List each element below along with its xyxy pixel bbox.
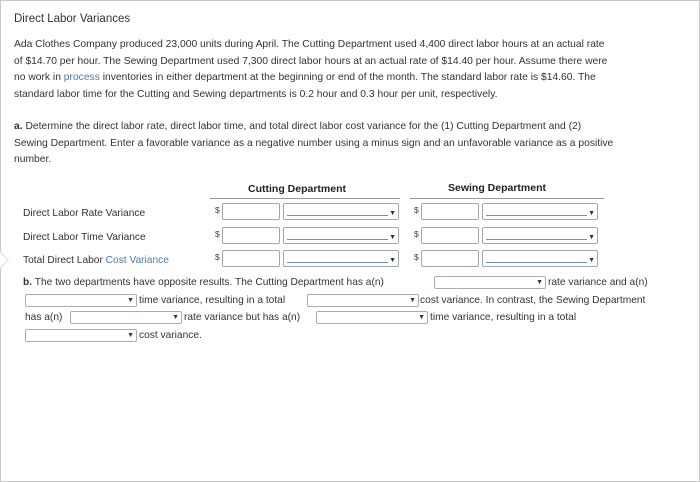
sewing-total-cost-variance-input[interactable] <box>421 250 479 267</box>
select-underline <box>486 262 587 263</box>
problem-statement <box>14 37 694 104</box>
cost-variance-link[interactable]: Cost Variance <box>105 255 169 266</box>
cutting-rate-result-select[interactable] <box>434 276 546 289</box>
currency-symbol: $ <box>215 252 220 262</box>
sewing-rate-result-select[interactable] <box>70 311 182 324</box>
chevron-down-icon: ▼ <box>588 210 595 217</box>
chevron-down-icon: ▼ <box>127 297 134 304</box>
intro-line-3-a: no work in <box>14 72 64 84</box>
sewing-time-result-select[interactable] <box>316 311 428 324</box>
chevron-down-icon: ▼ <box>172 314 179 321</box>
sewing-department-header: Sewing Department <box>448 182 547 194</box>
question-b-text-2: rate variance and a(n) <box>548 277 648 288</box>
question-b-text-8: cost variance. <box>139 330 202 341</box>
question-a <box>14 119 613 169</box>
row-label-time-variance: Direct Labor Time Variance <box>23 232 146 243</box>
question-b-text-5: has a(n) <box>25 312 63 323</box>
sewing-rate-variance-type-select[interactable] <box>482 203 598 220</box>
cutting-header-rule <box>210 198 400 199</box>
row-label-total-cost-variance <box>23 255 169 266</box>
select-underline <box>287 239 388 240</box>
cutting-rate-variance-type-select[interactable] <box>283 203 399 220</box>
chevron-down-icon: ▼ <box>389 257 396 264</box>
question-a-line-3: number. <box>14 154 52 166</box>
chevron-down-icon: ▼ <box>418 314 425 321</box>
chevron-down-icon: ▼ <box>409 297 416 304</box>
currency-symbol: $ <box>414 205 419 215</box>
select-underline <box>486 239 587 240</box>
question-b-prefix: b. <box>23 277 33 288</box>
cutting-time-variance-type-select[interactable] <box>283 227 399 244</box>
intro-line-2: of $14.70 per hour. The Sewing Department used 7,300 direct labor hours at an actual rate of $14.40 per hour. Assume there were <box>14 55 608 67</box>
question-a-text-1: Determine the direct labor rate, direct labor time, and total direct labor cost variance for the (1) Cutting Department and (2) <box>25 121 582 132</box>
question-b-text-1: The two departments have opposite results. The Cutting Department has a(n) <box>34 277 384 288</box>
intro-line-1: Ada Clothes Company produced 23,000 units during April. The Cutting Department used 4,400 direct labor hours at an actual rate <box>14 39 605 50</box>
question-b-text-4: cost variance. In contrast, the Sewing Department <box>420 295 646 306</box>
currency-symbol: $ <box>215 229 220 239</box>
question-b-text-6: rate variance but has a(n) <box>184 312 301 323</box>
current-row-arrow-inner <box>0 253 7 267</box>
chevron-down-icon: ▼ <box>536 279 543 286</box>
cutting-time-result-select[interactable] <box>25 294 137 307</box>
row-label-total-prefix: Total Direct Labor <box>23 255 106 266</box>
intro-line-3 <box>14 70 694 87</box>
question-a-line-2: Sewing Department. Enter a favorable variance as a negative number using a minus sign and an unfavorable variance as a positive <box>14 137 614 149</box>
chevron-down-icon: ▼ <box>389 234 396 241</box>
sewing-time-variance-type-select[interactable] <box>482 227 598 244</box>
process-link[interactable]: process <box>63 72 100 84</box>
chevron-down-icon: ▼ <box>389 210 396 217</box>
page-title: Direct Labor Variances <box>14 13 131 25</box>
cutting-total-cost-variance-input[interactable] <box>222 250 280 267</box>
select-underline <box>287 215 388 216</box>
currency-symbol: $ <box>414 229 419 239</box>
currency-symbol: $ <box>215 205 220 215</box>
intro-line-4: standard labor time for the Cutting and Sewing departments is 0.2 hour and 0.3 hour per unit, respectively. <box>14 89 498 101</box>
question-a-prefix: a. <box>14 121 23 132</box>
sewing-header-rule <box>410 198 604 199</box>
cutting-total-result-select[interactable] <box>307 294 419 307</box>
sewing-time-variance-input[interactable] <box>421 227 479 244</box>
intro-line-3-b: inventories in either department at the beginning or end of the month. The standard labor rate is $14.60. The <box>99 72 596 84</box>
question-b-line-1 <box>23 277 384 288</box>
sewing-total-cost-variance-type-select[interactable] <box>482 250 598 267</box>
row-label-rate-variance: Direct Labor Rate Variance <box>23 208 146 219</box>
select-underline <box>287 262 388 263</box>
sewing-rate-variance-input[interactable] <box>421 203 479 220</box>
cutting-total-cost-variance-type-select[interactable] <box>283 250 399 267</box>
chevron-down-icon: ▼ <box>127 332 134 339</box>
currency-symbol: $ <box>414 252 419 262</box>
select-underline <box>486 215 587 216</box>
chevron-down-icon: ▼ <box>588 257 595 264</box>
question-b-text-7: time variance, resulting in a total <box>430 312 577 323</box>
question-a-line-1 <box>14 119 613 136</box>
sewing-total-result-select[interactable] <box>25 329 137 342</box>
cutting-time-variance-input[interactable] <box>222 227 280 244</box>
chevron-down-icon: ▼ <box>588 234 595 241</box>
cutting-rate-variance-input[interactable] <box>222 203 280 220</box>
cutting-department-header: Cutting Department <box>248 183 346 195</box>
question-b-text-3: time variance, resulting in a total <box>139 295 286 306</box>
